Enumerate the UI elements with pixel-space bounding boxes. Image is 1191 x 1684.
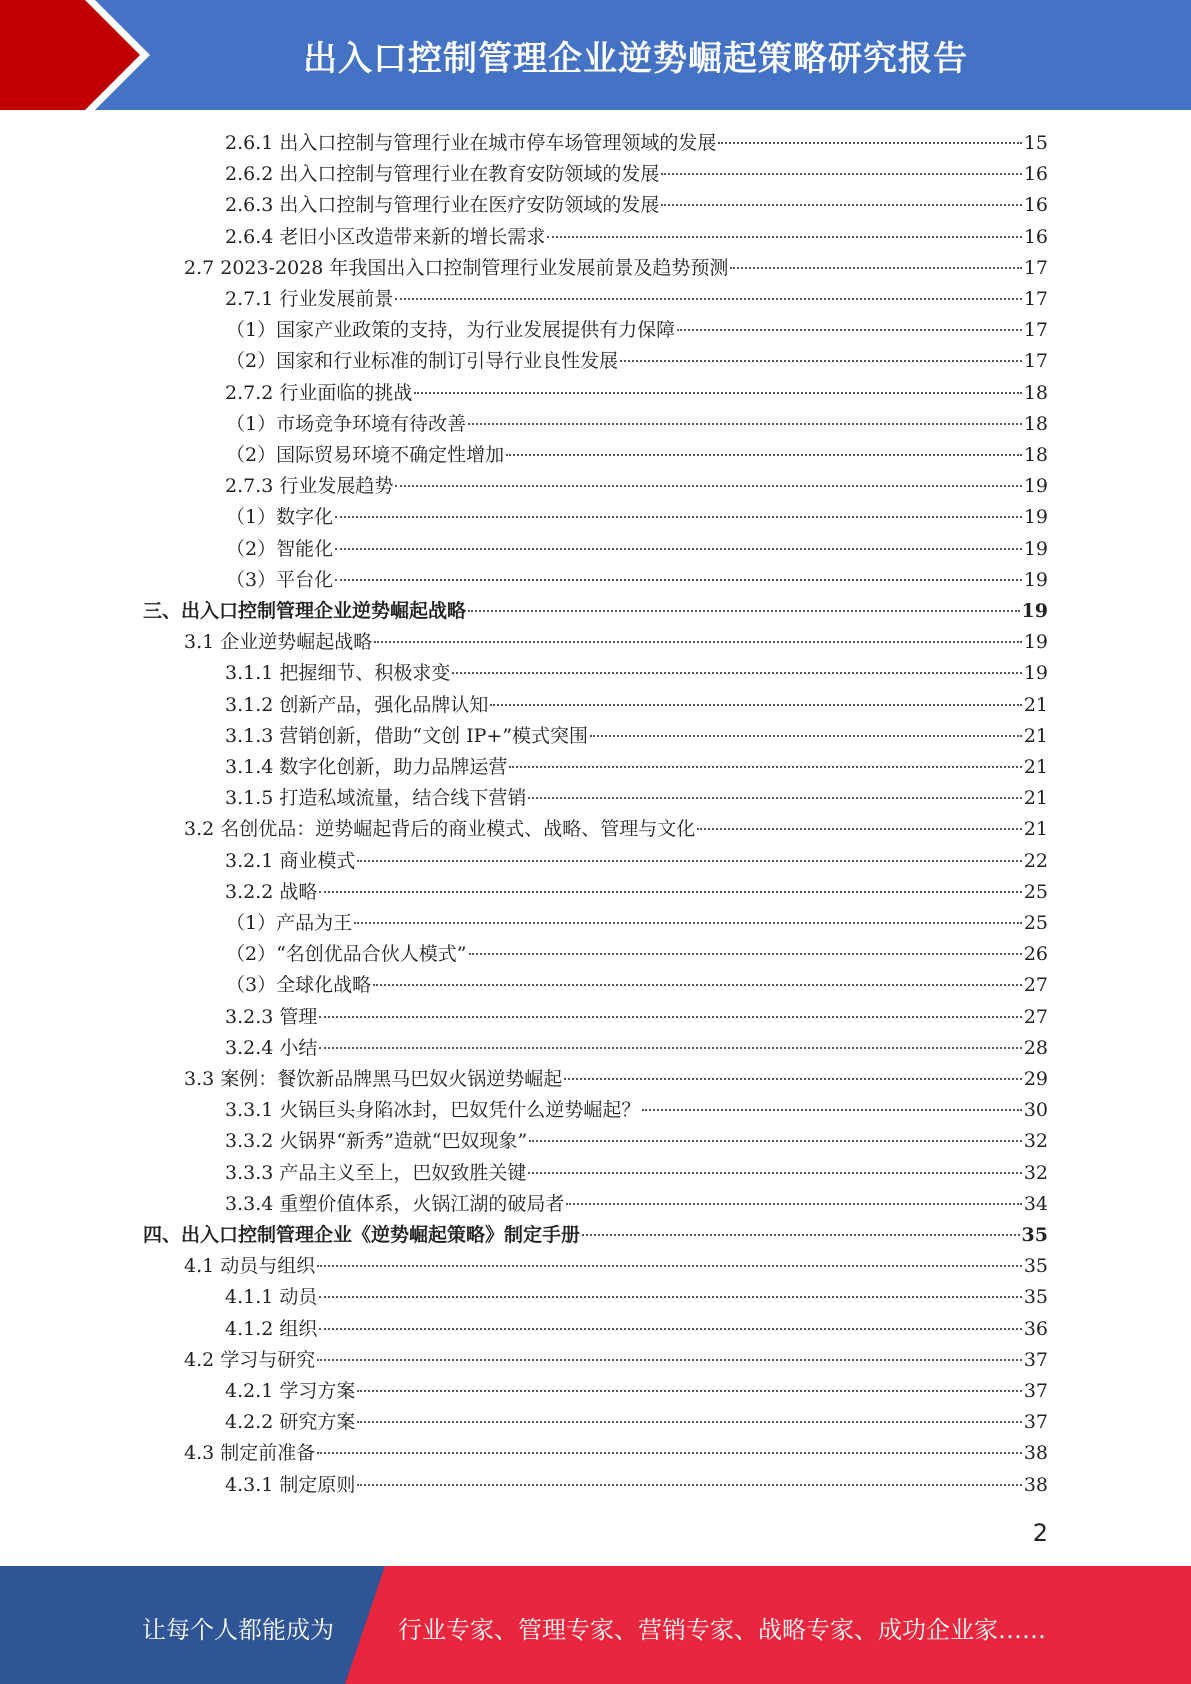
toc-dot-leader [490, 704, 1021, 706]
toc-dot-leader [566, 1203, 1021, 1205]
toc-entry-page: 19 [1023, 631, 1048, 654]
toc-entry-page: 37 [1023, 1380, 1048, 1402]
toc-entry-page: 18 [1023, 381, 1048, 404]
toc-entry[interactable] [226, 534, 1048, 565]
toc-entry[interactable] [225, 1282, 1048, 1313]
toc-entry-page: 32 [1023, 1130, 1048, 1153]
toc-entry[interactable] [184, 1438, 1048, 1469]
toc-dot-leader [319, 1016, 1021, 1018]
toc-entry[interactable] [226, 440, 1048, 471]
toc-dot-leader [335, 548, 1022, 550]
toc-entry-page: 16 [1023, 163, 1048, 186]
toc-entry[interactable] [225, 378, 1048, 409]
toc-entry[interactable] [225, 1376, 1048, 1407]
toc-entry-title: （1）国家产业政策的支持，为行业发展提供有力保障 [226, 319, 676, 342]
toc-entry-title: 3.2.3 管理 [225, 1005, 318, 1028]
toc-entry-page: 38 [1023, 1442, 1048, 1465]
toc-entry[interactable] [226, 565, 1048, 596]
toc-entry-title: 2.6.2 出入口控制与管理行业在教育安防领域的发展 [225, 163, 660, 186]
toc-entry-title: 3.2.1 商业模式 [225, 849, 356, 872]
toc-entry-page: 18 [1023, 412, 1048, 435]
toc-entry-page: 21 [1023, 693, 1048, 716]
toc-entry-title: （2）智能化 [226, 537, 334, 560]
toc-entry[interactable] [225, 1126, 1048, 1157]
toc-entry-page: 30 [1023, 1099, 1048, 1122]
toc-entry[interactable] [225, 846, 1048, 877]
toc-entry[interactable] [184, 627, 1048, 658]
toc-entry-title: 3.1.5 打造私域流量，结合线下营销 [225, 787, 527, 810]
toc-entry-page: 17 [1023, 319, 1048, 342]
toc-entry-title: 3.1 企业逆势崛起战略 [184, 631, 373, 654]
toc-dot-leader [357, 1390, 1021, 1392]
toc-entry[interactable] [225, 128, 1048, 159]
toc-dot-leader [317, 1452, 1022, 1454]
toc-entry-title: 3.2.2 战略 [225, 880, 318, 903]
toc-entry-page: 19 [1021, 600, 1048, 622]
toc-entry-title: 4.1 动员与组织 [184, 1255, 316, 1278]
toc-dot-leader [468, 610, 1020, 612]
toc-dot-leader [697, 828, 1022, 830]
toc-entry-title: 3.1.4 数字化创新，助力品牌运营 [225, 756, 508, 778]
toc-entry-page: 19 [1023, 506, 1048, 529]
toc-entry-title: 4.1.1 动员 [225, 1286, 318, 1309]
toc-entry-page: 22 [1023, 849, 1048, 872]
toc-entry-page: 26 [1023, 943, 1048, 966]
toc-entry-page: 38 [1023, 1473, 1048, 1496]
toc-entry[interactable] [225, 1470, 1048, 1501]
toc-dot-leader [395, 298, 1021, 300]
toc-entry-page: 25 [1023, 880, 1048, 903]
toc-dot-leader [319, 1296, 1021, 1298]
toc-entry-page: 35 [1023, 1255, 1048, 1278]
toc-dot-leader [373, 984, 1022, 986]
document-title: 出入口控制管理企业逆势崛起策略研究报告 [303, 38, 968, 79]
toc-entry[interactable] [225, 721, 1048, 752]
toc-dot-leader [582, 1234, 1020, 1236]
toc-entry-page: 21 [1023, 756, 1048, 778]
toc-dot-leader [529, 1140, 1022, 1142]
toc-entry-title: （1）数字化 [226, 506, 334, 529]
toc-dot-leader [642, 1109, 1021, 1111]
toc-entry-title: （1）市场竞争环境有待改善 [226, 412, 467, 435]
toc-entry-title: 4.3.1 制定原则 [225, 1473, 356, 1496]
toc-dot-leader [547, 236, 1021, 238]
toc-entry[interactable] [225, 471, 1048, 502]
toc-dot-leader [718, 142, 1021, 144]
toc-entry-page: 37 [1023, 1348, 1048, 1371]
toc-entry-title: 四、出入口控制管理企业《逆势崛起策略》制定手册 [143, 1224, 581, 1246]
toc-entry-page: 19 [1023, 475, 1048, 498]
toc-entry[interactable] [225, 690, 1048, 721]
toc-entry[interactable] [225, 1158, 1048, 1189]
toc-entry[interactable] [225, 1095, 1048, 1126]
toc-entry-title: 4.2 学习与研究 [184, 1348, 316, 1371]
toc-entry[interactable] [226, 409, 1048, 440]
toc-entry-page: 21 [1023, 787, 1048, 810]
toc-entry-page: 19 [1023, 537, 1048, 560]
toc-entry[interactable] [226, 939, 1048, 970]
toc-entry-title: 2.6.1 出入口控制与管理行业在城市停车场管理领域的发展 [225, 132, 717, 154]
toc-entry[interactable] [143, 1220, 1048, 1251]
toc-entry-page: 21 [1023, 818, 1048, 841]
toc-entry-title: 2.6.4 老旧小区改造带来新的增长需求 [225, 225, 546, 248]
toc-entry[interactable] [225, 284, 1048, 315]
toc-entry[interactable] [226, 315, 1048, 346]
toc-entry[interactable] [225, 1314, 1048, 1345]
toc-dot-leader [395, 485, 1021, 487]
toc-entry-title: （3）全球化战略 [226, 974, 372, 997]
toc-entry-title: 2.7 2023-2028 年我国出入口控制管理行业发展前景及趋势预测 [184, 256, 729, 279]
footer-slogan-right: 行业专家、管理专家、营销专家、战略专家、成功企业家…… [398, 1616, 1046, 1644]
toc-dot-leader [357, 860, 1021, 862]
toc-entry-page: 18 [1023, 444, 1048, 466]
toc-entry[interactable] [225, 752, 1048, 783]
toc-entry-page: 28 [1023, 1036, 1048, 1059]
toc-entry-page: 17 [1023, 350, 1048, 373]
toc-entry[interactable] [225, 877, 1048, 908]
toc-entry[interactable] [184, 253, 1048, 284]
toc-dot-leader [590, 735, 1022, 737]
toc-entry-title: 三、出入口控制管理企业逆势崛起战略 [143, 600, 467, 622]
toc-entry[interactable] [225, 1033, 1048, 1064]
toc-entry[interactable] [225, 222, 1048, 253]
toc-entry-title: （2）国家和行业标准的制订引导行业良性发展 [226, 350, 619, 373]
toc-entry-title: 2.7.3 行业发展趋势 [225, 475, 394, 498]
toc-dot-leader [730, 267, 1021, 269]
toc-entry-page: 16 [1023, 225, 1048, 248]
toc-entry-page: 16 [1023, 194, 1048, 217]
toc-entry-page: 25 [1023, 912, 1048, 934]
toc-entry-title: 4.2.2 研究方案 [225, 1411, 356, 1434]
toc-entry-title: 3.3.3 产品主义至上，巴奴致胜关键 [225, 1161, 527, 1184]
toc-entry-page: 19 [1023, 662, 1048, 685]
toc-entry[interactable] [184, 814, 1048, 845]
toc-dot-leader [319, 1047, 1021, 1049]
toc-dot-leader [357, 1421, 1021, 1423]
toc-dot-leader [620, 360, 1022, 362]
toc-entry[interactable] [143, 596, 1048, 627]
toc-dot-leader [317, 1359, 1022, 1361]
toc-dot-leader [452, 672, 1021, 674]
toc-entry-title: （3）平台化 [226, 568, 334, 591]
toc-entry-title: 4.2.1 学习方案 [225, 1380, 356, 1402]
toc-entry-title: 3.1.3 营销创新，借助“文创 IP+”模式突围 [225, 724, 589, 747]
toc-entry[interactable] [225, 190, 1048, 221]
toc-entry-page: 27 [1023, 974, 1048, 997]
toc-entry-page: 15 [1023, 132, 1048, 154]
toc-entry-page: 36 [1023, 1317, 1048, 1340]
toc-entry[interactable] [226, 908, 1048, 939]
toc-dot-leader [374, 641, 1022, 643]
toc-entry-title: 2.7.2 行业面临的挑战 [225, 381, 413, 404]
toc-dot-leader [319, 1328, 1021, 1330]
toc-entry-title: 4.1.2 组织 [225, 1317, 318, 1340]
page-number: 2 [1032, 1519, 1048, 1547]
toc-dot-leader [335, 516, 1022, 518]
toc-dot-leader [564, 1078, 1022, 1080]
toc-entry-page: 35 [1023, 1286, 1048, 1309]
toc-entry-title: 2.7.1 行业发展前景 [225, 288, 394, 310]
toc-dot-leader [335, 579, 1022, 581]
toc-entry-title: 3.3.2 火锅界“新秀”造就“巴奴现象” [225, 1130, 528, 1153]
toc-entry[interactable] [225, 1189, 1048, 1220]
toc-entry[interactable] [226, 502, 1048, 533]
toc-dot-leader [317, 1265, 1022, 1267]
toc-dot-leader [677, 329, 1022, 331]
toc-entry-title: 3.1.2 创新产品，强化品牌认知 [225, 693, 489, 716]
toc-entry-title: 3.3.4 重塑价值体系，火锅江湖的破局者 [225, 1192, 565, 1215]
toc-dot-leader [506, 454, 1022, 456]
toc-entry-title: （2）国际贸易环境不确定性增加 [226, 444, 505, 466]
toc-entry-title: 3.2 名创优品：逆势崛起背后的商业模式、战略、管理与文化 [184, 818, 696, 841]
toc-entry-title: 3.1.1 把握细节、积极求变 [225, 662, 451, 685]
toc-entry-title: 2.6.3 出入口控制与管理行业在医疗安防领域的发展 [225, 194, 660, 217]
toc-entry-page: 17 [1023, 256, 1048, 279]
toc-entry[interactable] [226, 346, 1048, 377]
toc-entry-title: （2）“名创优品合伙人模式” [226, 943, 467, 966]
toc-dot-leader [661, 204, 1021, 206]
toc-dot-leader [414, 392, 1021, 394]
toc-entry-page: 34 [1023, 1192, 1048, 1215]
toc-dot-leader [354, 922, 1022, 924]
toc-entry[interactable] [184, 1345, 1048, 1376]
toc-entry-page: 32 [1023, 1161, 1048, 1184]
toc-entry[interactable] [184, 1064, 1048, 1095]
toc-entry[interactable] [225, 159, 1048, 190]
toc-dot-leader [509, 766, 1021, 768]
toc-entry-page: 29 [1023, 1068, 1048, 1090]
toc-dot-leader [319, 891, 1021, 893]
footer-slogan-left: 让每个人都能成为 [142, 1616, 334, 1644]
page-footer [0, 1566, 1191, 1684]
toc-dot-leader [528, 1172, 1021, 1174]
toc-dot-leader [468, 423, 1022, 425]
toc-entry-page: 27 [1023, 1005, 1048, 1028]
toc-entry-page: 35 [1021, 1224, 1048, 1246]
toc-dot-leader [661, 173, 1021, 175]
toc-entry-title: （1）产品为王 [226, 912, 353, 934]
toc-entry-title: 3.3 案例：餐饮新品牌黑马巴奴火锅逆势崛起 [184, 1068, 563, 1090]
toc-entry[interactable] [225, 658, 1048, 689]
toc-entry[interactable] [225, 1407, 1048, 1438]
toc-entry-title: 4.3 制定前准备 [184, 1442, 316, 1465]
toc-entry[interactable] [226, 970, 1048, 1001]
toc-entry[interactable] [225, 783, 1048, 814]
page-header [0, 0, 1191, 110]
toc-entry-page: 21 [1023, 724, 1048, 747]
toc-entry-page: 37 [1023, 1411, 1048, 1434]
toc-entry[interactable] [225, 1002, 1048, 1033]
toc-entry[interactable] [184, 1251, 1048, 1282]
toc-entry-page: 17 [1023, 288, 1048, 310]
toc-dot-leader [528, 797, 1021, 799]
toc-entry-title: 3.3.1 火锅巨头身陷冰封，巴奴凭什么逆势崛起？ [225, 1099, 641, 1122]
toc-entry-page: 19 [1023, 568, 1048, 591]
toc-dot-leader [357, 1484, 1021, 1486]
toc-dot-leader [469, 953, 1022, 955]
toc-entry-title: 3.2.4 小结 [225, 1036, 318, 1059]
